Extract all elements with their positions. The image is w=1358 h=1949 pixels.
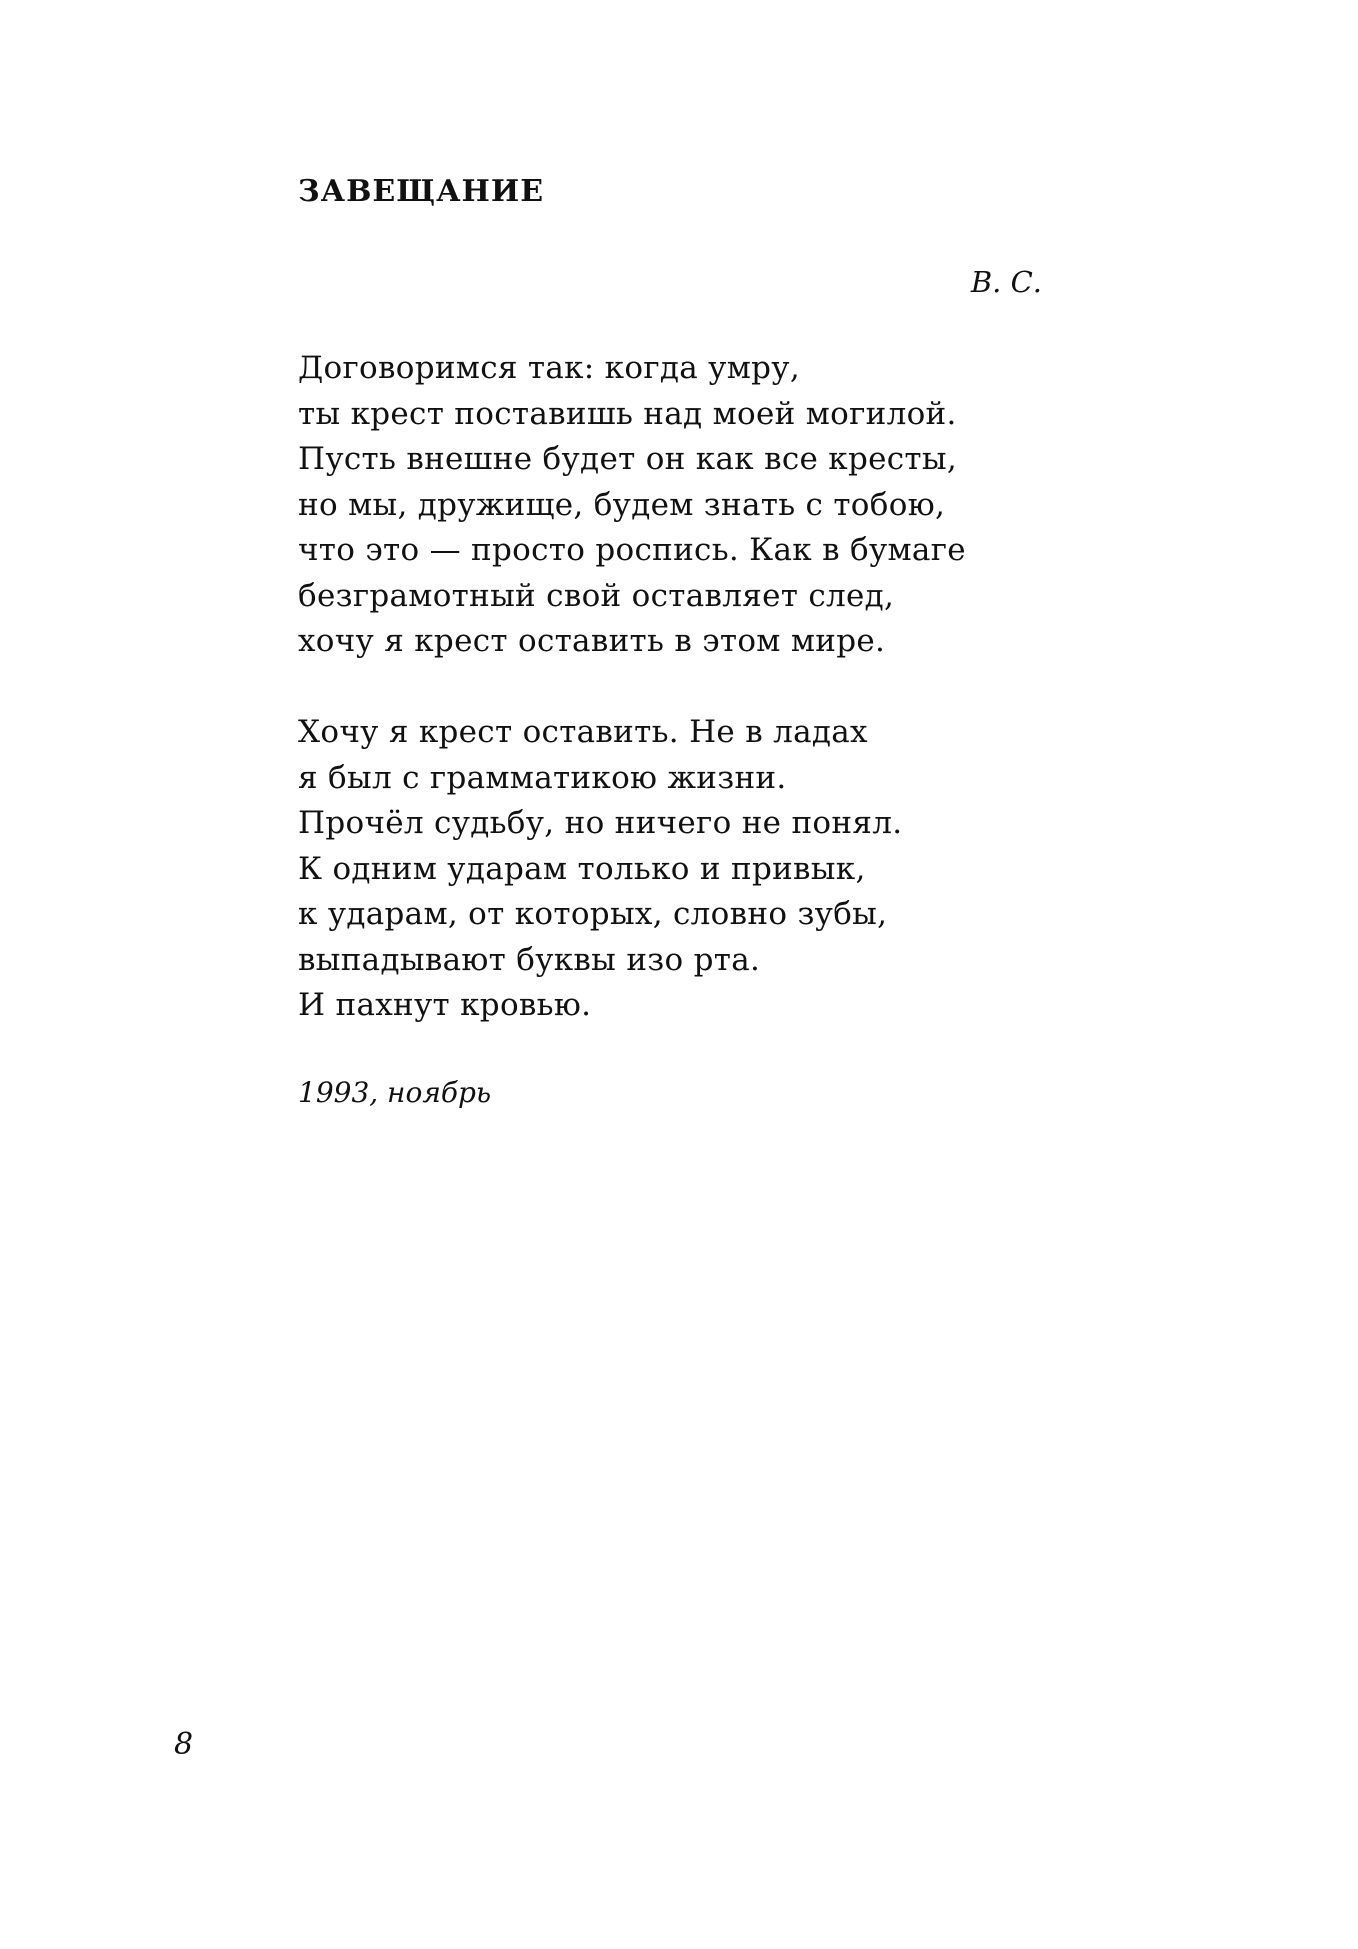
stanza-2 [298,710,902,1029]
poem-line: хочу я крест оставить в этом мире. [298,623,886,659]
poem-title: ЗАВЕЩАНИЕ [298,174,545,209]
poem-line: И пахнут кровью. [298,987,592,1023]
poem-line: К одним ударам только и привык, [298,850,866,887]
poem-line: Договоримся так: когда умру, [298,350,800,386]
poem-line: Прочёл судьбу, но ничего не понял. [298,805,903,841]
stanza-1 [298,346,966,665]
poem-line: к ударам, от которых, словно зубы, [298,896,888,932]
poem-line: что это — просто роспись. Как в бумаге [298,532,966,568]
poem-line: но мы, дружище, будем знать с тобою, [298,486,946,523]
poem-line: Хочу я крест оставить. Не в ладах [298,714,868,750]
poem-line: ты крест поставишь над моей могилой. [298,395,957,432]
poem-line: безграмотный свой оставляет след, [298,577,895,614]
poem-line: Пусть внешне будет он как все кресты, [298,441,957,477]
poem-line: я был с грамматикою жизни. [298,759,787,796]
poem-date: 1993, ноябрь [298,1076,492,1109]
poem-line: выпадывают буквы изо рта. [298,941,761,978]
page-number: 8 [174,1727,194,1762]
poem-dedication: В. С. [970,265,1042,299]
